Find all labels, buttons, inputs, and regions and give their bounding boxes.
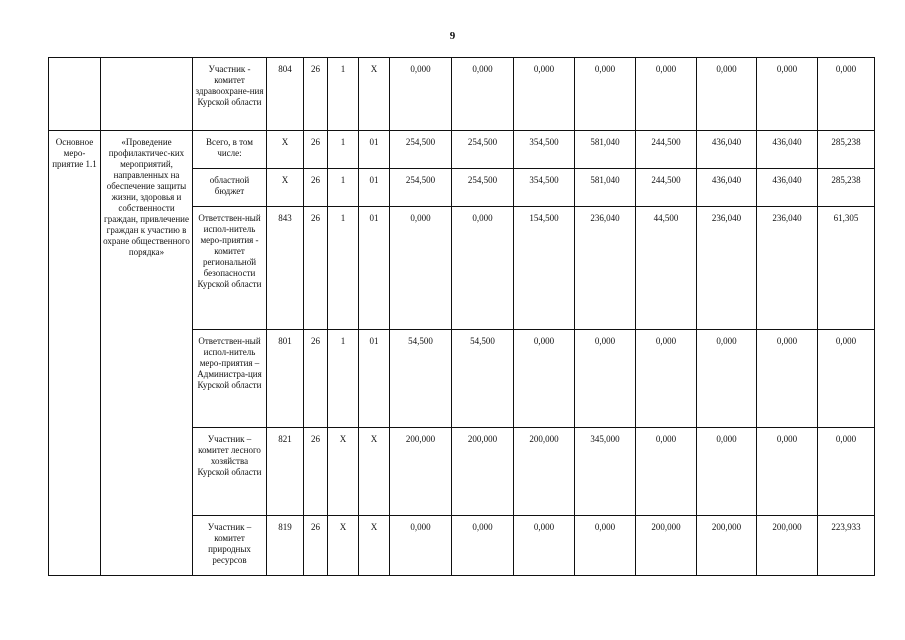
value-cell: 354,500: [514, 131, 575, 169]
table-row: [49, 58, 875, 131]
vr-cell: 01: [359, 131, 390, 169]
value-cell: 200,000: [697, 516, 757, 576]
value-cell: 0,000: [636, 428, 697, 516]
rz-cell: 26: [304, 58, 328, 131]
event-name-cell: Основное меро-приятие 1.1: [49, 131, 101, 576]
value-cell: 236,040: [757, 207, 818, 330]
rz-cell: 26: [304, 516, 328, 576]
value-cell: 0,000: [818, 58, 875, 131]
value-cell: 285,238: [818, 169, 875, 207]
role-cell: областной бюджет: [193, 169, 267, 207]
role-cell: Ответствен-ный испол-нитель меро-приятия – Администра-ция Курской области: [193, 330, 267, 428]
value-cell: 0,000: [390, 516, 452, 576]
pr-cell: 1: [328, 131, 359, 169]
pr-cell: 1: [328, 207, 359, 330]
value-cell: 436,040: [697, 169, 757, 207]
role-cell: Участник – комитет лесного хозяйства Курской области: [193, 428, 267, 516]
rz-cell: 26: [304, 428, 328, 516]
value-cell: 0,000: [575, 58, 636, 131]
budget-table: [48, 57, 875, 576]
pr-cell: 1: [328, 330, 359, 428]
value-cell: 0,000: [514, 58, 575, 131]
value-cell: 0,000: [452, 207, 514, 330]
value-cell: 200,000: [514, 428, 575, 516]
value-cell: 200,000: [452, 428, 514, 516]
value-cell: 200,000: [636, 516, 697, 576]
value-cell: 200,000: [757, 516, 818, 576]
value-cell: 54,500: [390, 330, 452, 428]
grbs-cell: Х: [267, 169, 304, 207]
grbs-cell: 804: [267, 58, 304, 131]
value-cell: 0,000: [390, 58, 452, 131]
vr-cell: 01: [359, 207, 390, 330]
vr-cell: 01: [359, 330, 390, 428]
value-cell: 44,500: [636, 207, 697, 330]
rz-cell: 26: [304, 131, 328, 169]
value-cell: 0,000: [514, 516, 575, 576]
value-cell: 254,500: [452, 131, 514, 169]
value-cell: 61,305: [818, 207, 875, 330]
grbs-cell: 819: [267, 516, 304, 576]
value-cell: 0,000: [818, 330, 875, 428]
value-cell: 0,000: [575, 516, 636, 576]
value-cell: 0,000: [818, 428, 875, 516]
value-cell: 0,000: [636, 58, 697, 131]
value-cell: 0,000: [757, 428, 818, 516]
vr-cell: 01: [359, 169, 390, 207]
rz-cell: 26: [304, 169, 328, 207]
vr-cell: Х: [359, 428, 390, 516]
event-description-cell: «Проведение профилактичес-ких мероприятий, направленных на обеспечение защиты жизни, здоровья и собственности граждан, привлечение граждан к участию в охране общественного порядка»: [101, 131, 193, 576]
pr-cell: Х: [328, 428, 359, 516]
grbs-cell: Х: [267, 131, 304, 169]
value-cell: 581,040: [575, 131, 636, 169]
grbs-cell: 801: [267, 330, 304, 428]
value-cell: 0,000: [390, 207, 452, 330]
role-cell: Участник - комитет здравоохране-ния Курской области: [193, 58, 267, 131]
value-cell: 0,000: [697, 330, 757, 428]
value-cell: 581,040: [575, 169, 636, 207]
value-cell: 354,500: [514, 169, 575, 207]
value-cell: 345,000: [575, 428, 636, 516]
pr-cell: Х: [328, 516, 359, 576]
pr-cell: 1: [328, 58, 359, 131]
grbs-cell: 821: [267, 428, 304, 516]
value-cell: 0,000: [575, 330, 636, 428]
value-cell: 0,000: [514, 330, 575, 428]
role-cell: Всего, в том числе:: [193, 131, 267, 169]
value-cell: 236,040: [697, 207, 757, 330]
rz-cell: 26: [304, 330, 328, 428]
value-cell: 236,040: [575, 207, 636, 330]
value-cell: 200,000: [390, 428, 452, 516]
value-cell: 0,000: [452, 58, 514, 131]
value-cell: 0,000: [757, 58, 818, 131]
value-cell: 223,933: [818, 516, 875, 576]
value-cell: 285,238: [818, 131, 875, 169]
value-cell: 0,000: [636, 330, 697, 428]
value-cell: 0,000: [452, 516, 514, 576]
role-cell: Ответствен-ный испол-нитель меро-приятия - комитет регионально̆й безопасности Курской области: [193, 207, 267, 330]
value-cell: 436,040: [697, 131, 757, 169]
empty-name-cell: [49, 58, 101, 131]
value-cell: 254,500: [390, 131, 452, 169]
value-cell: 154,500: [514, 207, 575, 330]
grbs-cell: 843: [267, 207, 304, 330]
empty-description-cell: [101, 58, 193, 131]
value-cell: 54,500: [452, 330, 514, 428]
vr-cell: Х: [359, 516, 390, 576]
pr-cell: 1: [328, 169, 359, 207]
value-cell: 0,000: [697, 58, 757, 131]
vr-cell: Х: [359, 58, 390, 131]
value-cell: 436,040: [757, 131, 818, 169]
value-cell: 0,000: [697, 428, 757, 516]
page-number: 9: [449, 30, 456, 42]
value-cell: 244,500: [636, 131, 697, 169]
value-cell: 244,500: [636, 169, 697, 207]
value-cell: 436,040: [757, 169, 818, 207]
table-row: [49, 131, 875, 169]
role-cell: Участник – комитет природных ресурсов: [193, 516, 267, 576]
rz-cell: 26: [304, 207, 328, 330]
value-cell: 254,500: [452, 169, 514, 207]
value-cell: 0,000: [757, 330, 818, 428]
value-cell: 254,500: [390, 169, 452, 207]
